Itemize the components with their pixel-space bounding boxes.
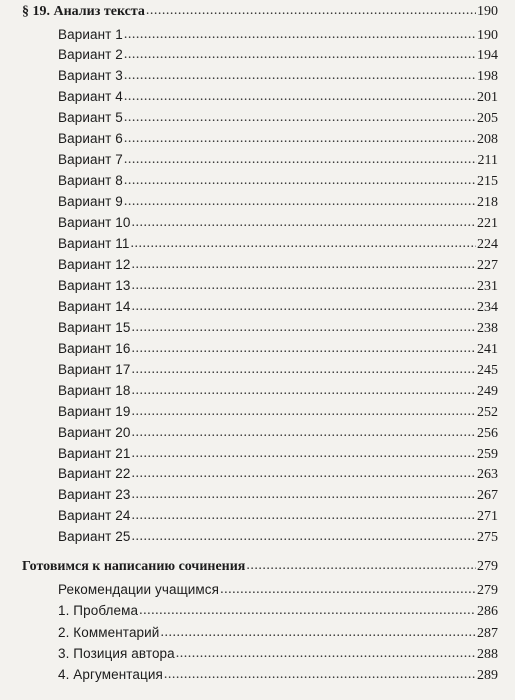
toc-entry-variant[interactable] xyxy=(58,108,498,128)
toc-entry-variant[interactable] xyxy=(58,276,498,296)
dot-leader xyxy=(146,1,476,21)
toc-entry-variant[interactable] xyxy=(58,150,498,170)
toc-entry-variant[interactable] xyxy=(58,297,498,317)
dot-leader xyxy=(176,644,476,664)
dot-leader xyxy=(124,66,476,86)
toc-entry-label: Вариант 1 xyxy=(58,27,123,42)
dot-leader xyxy=(124,108,476,128)
dot-leader xyxy=(124,45,476,65)
toc-entry-page: 198 xyxy=(477,69,498,84)
dot-leader xyxy=(124,25,476,45)
toc-entry-label: Вариант 25 xyxy=(58,529,131,544)
toc-entry-variant[interactable] xyxy=(58,464,498,484)
toc-entry-page: 279 xyxy=(477,559,498,574)
toc-entry-label: Вариант 10 xyxy=(58,215,131,230)
toc-entry-label: Вариант 17 xyxy=(58,362,131,377)
toc-entry-page: 288 xyxy=(477,647,498,662)
toc-entry-label: Вариант 6 xyxy=(58,131,123,146)
dot-leader xyxy=(131,339,476,359)
toc-entry-variant[interactable] xyxy=(58,87,498,107)
dot-leader xyxy=(131,527,476,547)
dot-leader xyxy=(131,360,476,380)
toc-entry-page: 241 xyxy=(477,342,498,357)
toc-entry-variant[interactable] xyxy=(58,423,498,443)
toc-entry-label: Рекомендации учащимся xyxy=(58,582,220,597)
toc-entry-page: 211 xyxy=(477,153,498,168)
toc-entry-variant[interactable] xyxy=(58,444,498,464)
dot-leader xyxy=(124,171,476,191)
toc-entry-page: 245 xyxy=(477,363,498,378)
toc-entry-label: 2. Комментарий xyxy=(58,625,160,640)
toc-entry-variant[interactable] xyxy=(58,318,498,338)
toc-entry-page: 221 xyxy=(477,216,498,231)
toc-entry-label: Готовимся к написанию сочинения xyxy=(22,559,246,574)
toc-entry-variant[interactable] xyxy=(58,506,498,526)
toc-entry-label: Вариант 14 xyxy=(58,299,131,314)
dot-leader xyxy=(131,255,476,275)
toc-entry-label: Вариант 24 xyxy=(58,508,131,523)
toc-entry-page: 238 xyxy=(477,321,498,336)
toc-entry-variant[interactable] xyxy=(58,381,498,401)
toc-entry-label: Вариант 19 xyxy=(58,404,131,419)
toc-entry-page: 256 xyxy=(477,426,498,441)
toc-entry-variant[interactable] xyxy=(58,339,498,359)
toc-entry-label: Вариант 3 xyxy=(58,68,123,83)
toc-entry-page: 234 xyxy=(477,300,498,315)
toc-entry-label: Вариант 20 xyxy=(58,425,131,440)
toc-entry-variant[interactable] xyxy=(58,45,498,65)
toc-entry-label: Вариант 23 xyxy=(58,487,131,502)
toc-entry-label: Вариант 4 xyxy=(58,89,123,104)
toc-entry-page: 279 xyxy=(477,583,498,598)
toc-entry-label: Вариант 8 xyxy=(58,173,123,188)
toc-entry-page: 224 xyxy=(477,237,498,252)
dot-leader xyxy=(220,580,476,600)
toc-entry-page: 215 xyxy=(477,174,498,189)
toc-entry-page: 289 xyxy=(477,668,498,683)
toc-entry-page: 252 xyxy=(477,405,498,420)
toc-entry-page: 259 xyxy=(477,447,498,462)
toc-entry-page: 287 xyxy=(477,626,498,641)
toc-entry-problem[interactable] xyxy=(58,601,498,621)
dot-leader xyxy=(131,276,476,296)
toc-entry-label: Вариант 18 xyxy=(58,383,131,398)
dot-leader xyxy=(124,129,476,149)
dot-leader xyxy=(131,423,476,443)
toc-entry-variant[interactable] xyxy=(58,360,498,380)
toc-entry-variant[interactable] xyxy=(58,129,498,149)
dot-leader xyxy=(131,485,476,505)
toc-entry-page: 205 xyxy=(477,111,498,126)
dot-leader xyxy=(246,556,476,576)
toc-entry-page: 190 xyxy=(477,4,498,19)
toc-entry-variant[interactable] xyxy=(58,171,498,191)
toc-entry-page: 249 xyxy=(477,384,498,399)
toc-entry-page: 286 xyxy=(477,604,498,619)
dot-leader xyxy=(124,192,476,212)
dot-leader xyxy=(164,665,476,685)
toc-entry-page: 190 xyxy=(477,28,498,43)
toc-entry-label: Вариант 9 xyxy=(58,194,123,209)
toc-entry-essay-section[interactable] xyxy=(22,557,498,577)
dot-leader xyxy=(131,506,476,526)
toc-entry-label: Вариант 11 xyxy=(58,236,130,251)
dot-leader xyxy=(139,601,476,621)
dot-leader xyxy=(124,87,476,107)
toc-entry-page: 201 xyxy=(477,90,498,105)
dot-leader xyxy=(131,318,476,338)
toc-entry-label: § 19. Анализ текста xyxy=(22,4,145,19)
dot-leader xyxy=(124,150,477,170)
toc-entry-label: 4. Аргументация xyxy=(58,667,163,682)
dot-leader xyxy=(130,234,476,254)
toc-entry-page: 271 xyxy=(477,509,498,524)
toc-entry-label: Вариант 2 xyxy=(58,47,123,62)
toc-entry-variant[interactable] xyxy=(58,255,498,275)
dot-leader xyxy=(131,444,476,464)
toc-entry-page: 218 xyxy=(477,195,498,210)
toc-entry-variant[interactable] xyxy=(58,213,498,233)
toc-entry-page: 267 xyxy=(477,488,498,503)
dot-leader xyxy=(131,213,476,233)
toc-entry-label: Вариант 15 xyxy=(58,320,131,335)
toc-entry-page: 231 xyxy=(477,279,498,294)
dot-leader xyxy=(131,402,476,422)
toc-entry-variant[interactable] xyxy=(58,234,498,254)
dot-leader xyxy=(160,623,476,643)
toc-entry-commentary[interactable] xyxy=(58,623,498,643)
toc-entry-page: 275 xyxy=(477,530,498,545)
toc-entry-label: Вариант 13 xyxy=(58,278,131,293)
dot-leader xyxy=(131,297,476,317)
toc-entry-variant[interactable] xyxy=(58,66,498,86)
toc-entry-page: 263 xyxy=(477,467,498,482)
toc-entry-label: 3. Позиция автора xyxy=(58,646,175,661)
dot-leader xyxy=(131,381,476,401)
toc-entry-page: 227 xyxy=(477,258,498,273)
toc-entry-label: Вариант 12 xyxy=(58,257,131,272)
toc-entry-author-position[interactable] xyxy=(58,644,498,664)
toc-entry-variant[interactable] xyxy=(58,25,498,45)
toc-entry-label: Вариант 7 xyxy=(58,152,123,167)
dot-leader xyxy=(131,464,476,484)
toc-entry-label: Вариант 5 xyxy=(58,110,123,125)
toc-entry-label: Вариант 16 xyxy=(58,341,131,356)
toc-entry-variant[interactable] xyxy=(58,192,498,212)
toc-entry-argumentation[interactable] xyxy=(58,665,498,685)
toc-entry-variant[interactable] xyxy=(58,527,498,547)
toc-entry-label: Вариант 21 xyxy=(58,446,131,461)
toc-entry-recommendations[interactable] xyxy=(58,580,498,600)
toc-entry-section-19[interactable] xyxy=(22,2,498,22)
toc-entry-page: 208 xyxy=(477,132,498,147)
toc-entry-page: 194 xyxy=(477,48,498,63)
toc-entry-variant[interactable] xyxy=(58,402,498,422)
toc-entry-label: 1. Проблема xyxy=(58,603,139,618)
toc-entry-variant[interactable] xyxy=(58,485,498,505)
toc-entry-label: Вариант 22 xyxy=(58,466,131,481)
